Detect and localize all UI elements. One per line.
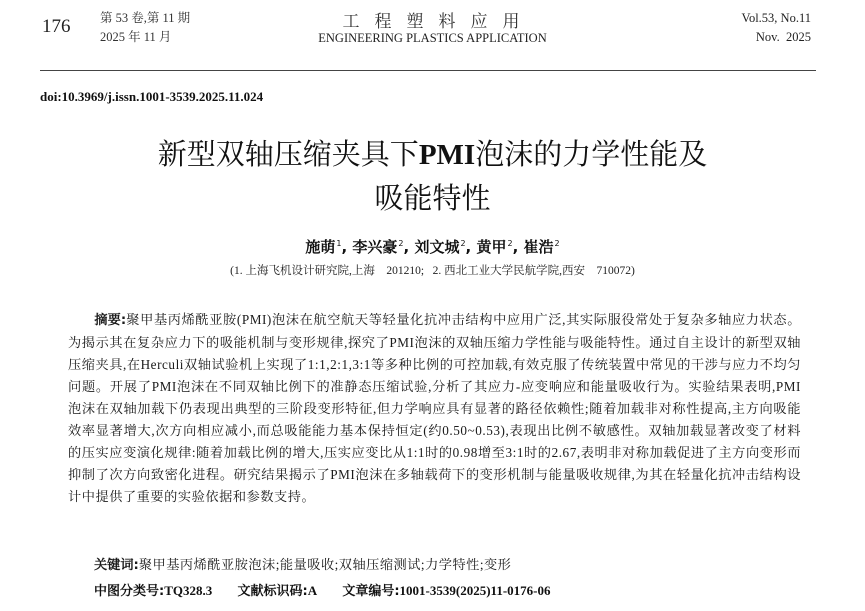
clc-label: 中图分类号:	[94, 584, 165, 599]
affiliation-marker: 2	[554, 239, 560, 248]
volume-issue-cn: 第 53 卷,第 11 期	[100, 11, 191, 25]
date-en: Nov. 2025	[755, 30, 811, 44]
journal-name-en: ENGINEERING PLASTICS APPLICATION	[318, 31, 547, 45]
author	[414, 238, 465, 256]
title-line-2: 吸能特性	[374, 181, 491, 215]
abstract-label: 摘要:	[94, 313, 127, 328]
abstract-text: 聚甲基丙烯酰亚胺(PMI)泡沫在航空航天等轻量化抗冲击结构中应用广泛,其实际服役常处于复杂多轴应力状态。为揭示其在复杂应力下的吸能机制与变形规律,探究了PMI泡沫的双轴压缩力学性能与吸能特性。通过自主设计的新型双轴压缩夹具,在Herculi双轴试验机上实现了1:1,2:1,3:1等多种比例的可控加载,有效克服了传统装置中常见的干涉与应力不均匀问题。开展了PMI泡沫在不同双轴比例下的准静态压缩试验,分析了其应力-应变响应和能量吸收行为。实验结果表明,PMI泡沫在双轴加载下仍表现出典型的三阶段变形特征,但力学响应具有显著的路径依赖性;随着加载非对称性提高,主方向吸能效率显著增大,次方向相应减小,而总吸能能力基本保持恒定(约0.50~0.53),表现出比例不敏感性。双轴加载显著改变了材料的压实应变演化规律:随着加载比例的增大,压实应变比从1:1时的0.98增至3:1时的2.67,表明非对称加载促进了主方向变形而抑制了次方向致密化进程。研究结果揭示了PMI泡沫在多轴载荷下的变形机制与能量吸收规律,为其在轻量化抗冲击结构设计中提供了重要的实验依据和参数支持。	[68, 312, 801, 504]
author-name: 崔浩	[523, 238, 554, 256]
author-name: 黄甲	[476, 238, 507, 256]
author	[524, 238, 560, 256]
date-cn: 2025 年 11 月	[100, 30, 172, 44]
issue-info-en	[742, 9, 811, 47]
doc-code-value: A	[307, 583, 318, 598]
clc-value: TQ328.3	[164, 583, 213, 598]
affiliation-marker: 2	[507, 239, 513, 248]
affiliation-marker: 1	[336, 239, 342, 248]
journal-name-cn: 工程塑料应用	[342, 12, 535, 31]
author	[352, 238, 403, 256]
affiliation-marker: 2	[460, 239, 466, 248]
author-list: 施萌$^1$, 李兴豪$^2$, 刘文城$^2$, 黄甲$^2$, 崔浩$^2$	[305, 238, 560, 256]
header-divider	[40, 70, 816, 71]
author-name: 施萌	[305, 238, 336, 256]
author-name: 李兴豪	[352, 238, 398, 256]
affiliation-marker: 2	[398, 239, 404, 248]
classification-line	[94, 580, 550, 599]
title-text: 新型双轴压缩夹具下	[157, 137, 419, 171]
title-pmi: PMI	[418, 139, 476, 171]
page-number: 176	[42, 16, 71, 37]
doc-code-label: 文献标识码:	[237, 584, 308, 599]
title-line-1	[0, 133, 865, 177]
abstract	[68, 309, 801, 508]
affiliations: (1. 上海飞机设计研究院,上海 201210; 2. 西北工业大学民航学院,西安 710072)	[230, 265, 635, 277]
author	[305, 238, 341, 256]
author-name: 刘文城	[414, 238, 460, 256]
doi[interactable]: doi:10.3969/j.issn.1001-3539.2025.11.024	[40, 89, 264, 104]
article-number-label: 文章编号:	[342, 584, 400, 599]
title-text: 泡沫的力学性能及	[475, 137, 708, 171]
article-title	[0, 133, 865, 220]
keywords	[94, 554, 511, 573]
article-number-value: 1001-3539(2025)11-0176-06	[399, 583, 551, 598]
author	[476, 238, 512, 256]
volume-issue-en: Vol.53, No.11	[741, 11, 811, 25]
keywords-label: 关键词:	[94, 558, 139, 573]
keywords-text: 聚甲基丙烯酰亚胺泡沫;能量吸收;双轴压缩测试;力学特性;变形	[138, 557, 512, 572]
